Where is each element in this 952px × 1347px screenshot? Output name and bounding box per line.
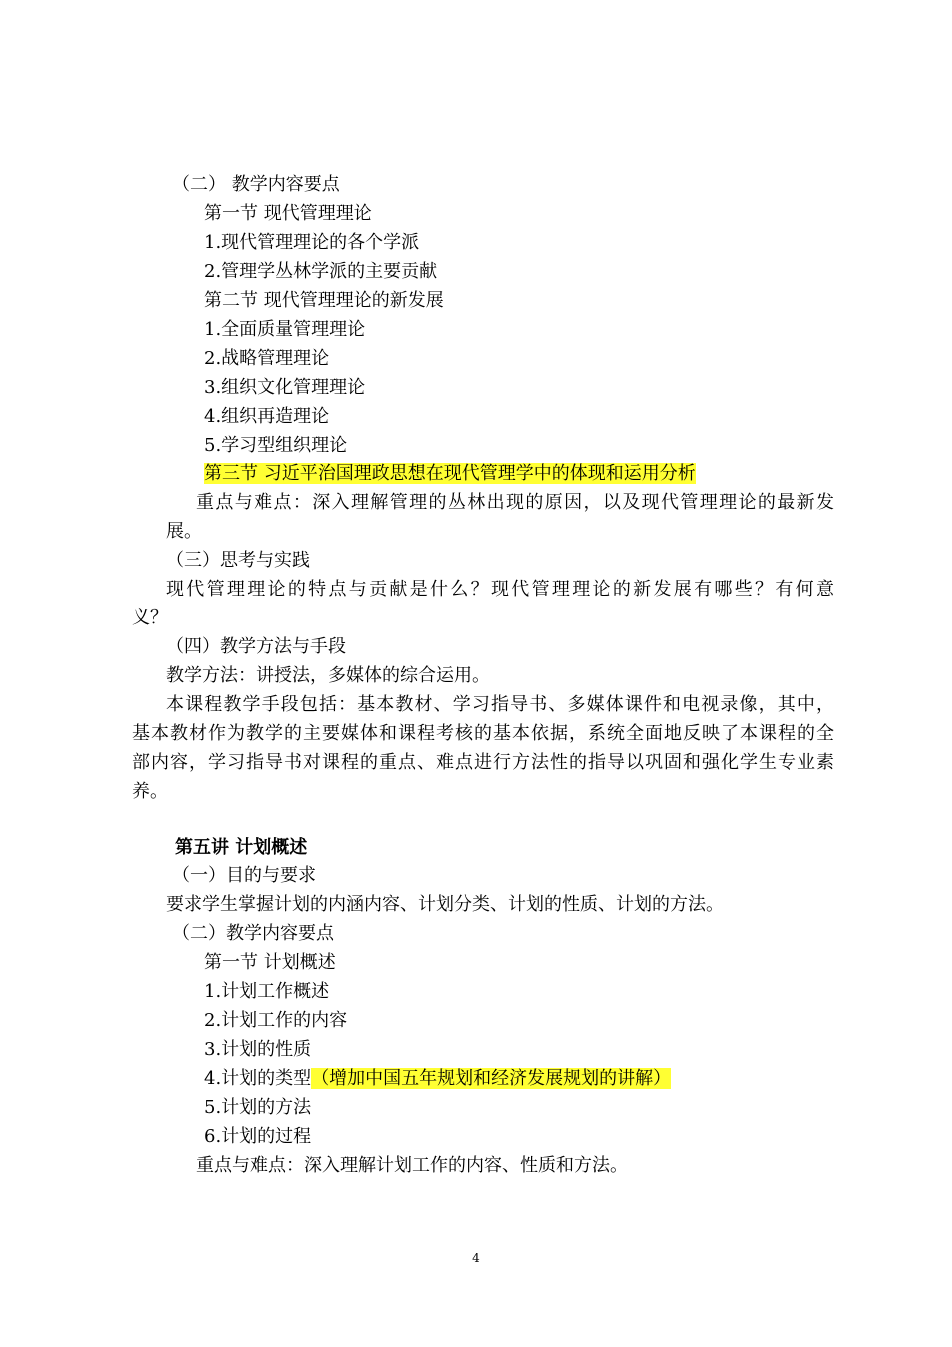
list-item [204,1067,671,1091]
key-points-line-2: 展。 [166,521,202,542]
practice-text-line-2: 义？ [132,607,168,628]
means-paragraph-line-4: 养。 [132,781,168,802]
list-item: 4.组织再造理论 [204,406,330,427]
page-number: 4 [472,1251,480,1265]
chapter-title-2: 第二节 现代管理理论的新发展 [204,290,444,311]
purpose-text: 要求学生掌握计划的内涵内容、计划分类、计划的性质、计划的方法。 [166,894,724,915]
list-item: 2.计划工作的内容 [204,1010,348,1031]
section-heading-content: （二） 教学内容要点 [172,174,340,195]
key-points-text: 重点与难点：深入理解计划工作的内容、性质和方法。 [196,1155,628,1176]
list-item: 6.计划的过程 [204,1126,312,1147]
chapter-title-1: 第一节 计划概述 [204,952,336,973]
highlighted-chapter-title-3: 第三节 习近平治国理政思想在现代管理学中的体现和运用分析 [204,463,696,484]
means-paragraph-line-2: 基本教材作为教学的主要媒体和课程考核的基本依据，系统全面地反映了本课程的全 [132,723,834,744]
lecture-title: 第五讲 计划概述 [175,837,308,858]
list-item: 5.计划的方法 [204,1097,312,1118]
teaching-method-text: 教学方法：讲授法，多媒体的综合运用。 [166,665,490,686]
list-item: 1.计划工作概述 [204,981,330,1002]
list-item-text: 4.计划的类型 [204,1068,312,1089]
section-heading-content: （二）教学内容要点 [172,923,334,944]
means-paragraph-line-1: 本课程教学手段包括：基本教材、学习指导书、多媒体课件和电视录像，其中， [166,694,834,715]
list-item: 1.现代管理理论的各个学派 [204,232,420,253]
list-item: 5.学习型组织理论 [204,435,348,456]
means-paragraph-line-3: 部内容，学习指导书对课程的重点、难点进行方法性的指导以巩固和强化学生专业素 [132,752,834,773]
section-heading-purpose: （一）目的与要求 [172,865,316,886]
chapter-title-1: 第一节 现代管理理论 [204,203,372,224]
list-item: 1.全面质量管理理论 [204,319,366,340]
list-item: 2.管理学丛林学派的主要贡献 [204,261,438,282]
list-item: 2.战略管理理论 [204,348,330,369]
key-points-line-1: 重点与难点：深入理解管理的丛林出现的原因，以及现代管理理论的最新发 [196,492,834,513]
practice-text-line-1: 现代管理理论的特点与贡献是什么？现代管理理论的新发展有哪些？有何意 [166,579,834,600]
section-heading-practice: （三）思考与实践 [166,550,310,571]
list-item: 3.计划的性质 [204,1039,312,1060]
section-heading-methods: （四）教学方法与手段 [166,636,346,657]
highlighted-note: （增加中国五年规划和经济发展规划的讲解） [311,1068,672,1089]
list-item: 3.组织文化管理理论 [204,377,366,398]
